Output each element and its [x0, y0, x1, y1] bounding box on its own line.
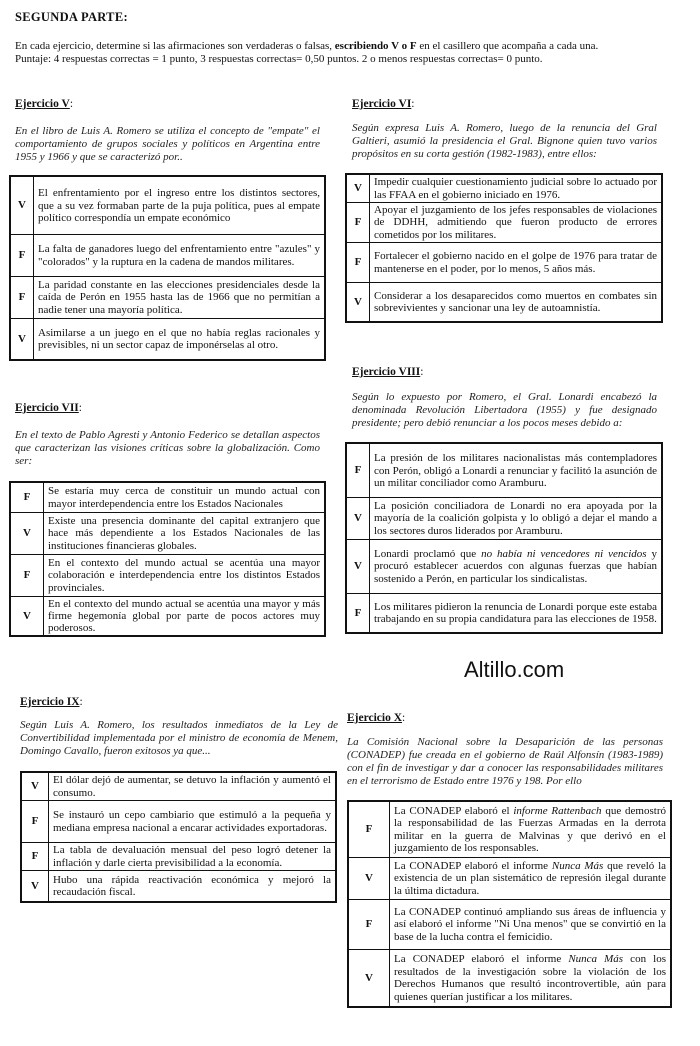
- statement-cell: [370, 593, 663, 633]
- table-row: [346, 539, 662, 593]
- statement-cell: [390, 801, 672, 857]
- table-row: [346, 242, 662, 282]
- table-row: [348, 857, 671, 899]
- statement-text: La CONADEP elaboró el informe: [394, 953, 569, 966]
- statement-text: La CONADEP continuó ampliando sus áreas de influencia y así elaboró el informe "Ni Una menos" que se convirtió en la base de la lucha contra el femicidio.: [394, 905, 666, 943]
- statement-text: La presión de los militares nacionalistas más contempladores con Perón, obligó a Lonardi a renunciar y facilitó la asunción de un militar conciliador como Aramburu.: [374, 452, 657, 489]
- exercise-vii: [9, 401, 326, 637]
- statement-text: Apoyar el juzgamiento de los jefes responsables de violaciones de DDHH, admitiendo que fueron producto de errores cometidos por los militares.: [374, 203, 657, 241]
- statement-cell: [34, 234, 326, 276]
- answer-table-vi: [345, 173, 663, 323]
- table-row: [10, 596, 325, 636]
- statement-text: La posición conciliadora de Lonardi no era apoyada por la mayoría de la coalición golpista y lo obligó a dejar el mando a los sectores duros liderados por Aramburu.: [374, 499, 657, 537]
- table-row: [10, 276, 325, 318]
- exercise-intro-ix: Según Luis A. Romero, los resultados inmediatos de la Ley de Convertibilidad implementada por el ministro de economía de Menem, Domingo Cavallo, fueron exitosos ya que...: [20, 719, 338, 757]
- heading-colon: :: [69, 98, 74, 110]
- statement-text: Se estaría muy cerca de constituir un mundo actual con mayor interdependencia entre los Estados Nacionales: [48, 485, 320, 510]
- answer-cell[interactable]: V: [348, 949, 390, 1007]
- exercise-heading-viii: [352, 365, 663, 379]
- exercise-heading-v: [15, 97, 326, 111]
- statement-text: El dólar dejó de aumentar, se detuvo la inflación y aumentó el consumo.: [53, 774, 331, 799]
- heading-colon: :: [79, 696, 83, 708]
- table-row: [348, 899, 671, 949]
- statement-cell: [44, 482, 326, 512]
- statement-text: La tabla de devaluación mensual del peso logró detener la inflación y darle cierta previsibilidad a la economía.: [53, 844, 331, 869]
- answer-cell[interactable]: V: [21, 772, 49, 800]
- table-row: [10, 318, 325, 360]
- statement-text: Impedir cualquier cuestionamiento judicial sobre lo actuado por las FFAA en el gobierno iniciado en 1976.: [374, 176, 657, 201]
- exercise-x: [347, 711, 672, 1008]
- statement-cell: [390, 949, 672, 1007]
- table-row: [21, 870, 336, 902]
- scoring-text: Puntaje: 4 respuestas correctas = 1 punto, 3 respuestas correctas= 0,50 puntos. 2 o menos respuestas correctas= 0 punto.: [15, 53, 543, 65]
- statement-cell: [390, 899, 672, 949]
- exercise-heading-text: Ejercicio IX: [20, 696, 80, 708]
- table-row: [21, 842, 336, 870]
- table-row: [10, 512, 325, 554]
- instructions-text: En cada ejercicio, determine si las afirmaciones son verdaderas o falsas,: [15, 40, 335, 52]
- heading-colon: :: [402, 712, 406, 724]
- exercise-intro-x: La Comisión Nacional sobre la Desaparición de las personas (CONADEP) fue creada en el gobierno de Raúl Alfonsín (1983-1989) con el fin de investigar y dar a conocer las responsabilidades militares en el terrorismo de Estado entre 1976 y 198. Por ello: [347, 736, 663, 787]
- statement-text: La CONADEP elaboró el: [394, 804, 514, 817]
- exercise-v: [9, 97, 326, 361]
- heading-colon: :: [411, 98, 415, 110]
- answer-cell[interactable]: V: [348, 857, 390, 899]
- instructions-text-end: en el casillero que acompaña a cada una.: [416, 40, 599, 52]
- answer-table-v: [9, 175, 326, 361]
- answer-cell[interactable]: V: [346, 282, 370, 322]
- answer-cell[interactable]: F: [10, 234, 34, 276]
- answer-table-ix: [20, 771, 337, 903]
- answer-cell[interactable]: V: [346, 539, 370, 593]
- statement-cell: [390, 857, 672, 899]
- section-title: SEGUNDA PARTE:: [15, 10, 128, 24]
- statement-text: La paridad constante en las elecciones presidenciales desde la caída de Perón en 1955 hasta las de 1966 que no permitían a nadie tener una mayoría política.: [38, 278, 320, 316]
- answer-cell[interactable]: F: [348, 801, 390, 857]
- table-row: [346, 497, 662, 539]
- statement-text: El enfrentamiento por el ingreso entre los distintos sectores, que a su vez formaban parte de la puja política, pues al empate político correspondía un empate económico: [38, 187, 320, 224]
- table-row: [346, 593, 662, 633]
- watermark: Altillo.com: [464, 657, 565, 682]
- answer-cell[interactable]: V: [21, 870, 49, 902]
- answer-cell[interactable]: F: [21, 800, 49, 842]
- statement-text: Se instauró un cepo cambiario que estimuló a la pequeña y mediana empresa nacional a encarar actividades exportadoras.: [53, 809, 331, 834]
- heading-colon: :: [78, 402, 82, 414]
- exercise-intro-vi: Según expresa Luis A. Romero, luego de la renuncia del Gral Galtieri, asumió la presidencia el Gral. Bignone quien tuvo varios propósitos en su corta gestión (1982-1983), entre ellos:: [352, 122, 657, 160]
- statement-cell: [34, 276, 326, 318]
- statement-text: En el contexto del mundo actual se acentúa una mayor colaboración e interdependencia entre los distintos Estados provinciales.: [48, 556, 320, 594]
- table-row: [346, 202, 662, 242]
- statement-text: y procuró establecer acuerdos con algunas fuerzas que habían sostenido a Perón, en particular los sindicalistas.: [374, 547, 658, 585]
- answer-cell[interactable]: V: [10, 596, 44, 636]
- statement-cell: [49, 800, 337, 842]
- answer-cell[interactable]: F: [10, 482, 44, 512]
- statement-cell: [49, 772, 337, 800]
- statement-cell: [34, 176, 326, 234]
- answer-cell[interactable]: V: [10, 318, 34, 360]
- answer-cell[interactable]: F: [346, 593, 370, 633]
- answer-cell[interactable]: V: [346, 497, 370, 539]
- statement-text: Asimilarse a un juego en el que no había reglas racionales y previsibles, ni un sector capaz de imponérselas al otro.: [38, 326, 320, 352]
- answer-table-x: [347, 800, 672, 1008]
- exercise-ix: [20, 695, 337, 903]
- table-row: [346, 282, 662, 322]
- statement-cell: [34, 318, 326, 360]
- instructions-emphasis: escribiendo V o F: [334, 40, 417, 52]
- exercise-vi: [345, 97, 663, 323]
- exercise-heading-x: [347, 711, 672, 725]
- statement-text: con los resultados de la investigación sobre la violación de los Derechos Humanos que resultó incontrovertible, aún para quienes querían justificar a los militares.: [394, 953, 666, 1003]
- table-row: [21, 800, 336, 842]
- exercise-intro-vii: En el texto de Pablo Agresti y Antonio Federico se detallan aspectos que caracterizan las visiones críticas sobre la globalización. Como ser:: [15, 429, 320, 467]
- table-row: [346, 174, 662, 202]
- statement-cell: [370, 497, 663, 539]
- statement-text: que demostró la responsabilidad de las Fuerzas Armadas en la derrota militar en la guerra de Malvinas y que derivó en el juzgamiento de los responsables.: [394, 804, 666, 855]
- exercise-heading-text: Ejercicio X: [347, 712, 403, 724]
- table-row: [10, 234, 325, 276]
- table-row: [10, 482, 325, 512]
- statement-cell: [44, 554, 326, 596]
- exercise-heading-vi: [352, 97, 663, 111]
- table-row: [348, 949, 671, 1007]
- table-row: [10, 176, 325, 234]
- answer-cell[interactable]: V: [10, 512, 44, 554]
- table-row: [21, 772, 336, 800]
- exercise-heading-ix: [20, 695, 337, 709]
- answer-cell[interactable]: F: [348, 899, 390, 949]
- statement-cell: [370, 242, 663, 282]
- answer-cell[interactable]: F: [21, 842, 49, 870]
- statement-cell: [44, 512, 326, 554]
- answer-cell[interactable]: V: [10, 176, 34, 234]
- answer-cell[interactable]: F: [346, 443, 370, 497]
- answer-cell[interactable]: F: [346, 202, 370, 242]
- statement-cell: [44, 596, 326, 636]
- statement-cell: [370, 202, 663, 242]
- statement-text: Considerar a los desaparecidos como muertos en combates sin sobrevivientes y sancionar una ley de autoamnistía.: [374, 289, 657, 315]
- exercise-intro-viii: Según lo expuesto por Romero, el Gral. Lonardi encabezó la denominada Revolución Libertadora (1955) y fue designado presidente; pero debió renunciar a los pocos meses debido a:: [352, 391, 657, 429]
- instructions: [15, 40, 615, 66]
- answer-cell[interactable]: F: [10, 276, 34, 318]
- statement-cell: [370, 282, 663, 322]
- statement-text: Fortalecer el gobierno nacido en el golpe de 1976 para tratar de mantenerse en el poder, por lo menos, 5 años más.: [374, 250, 657, 275]
- statement-text: Existe una presencia dominante del capital extranjero que hace más dependiente a los Estados Nacionales de las instituciones financieras globales.: [48, 514, 320, 552]
- answer-cell[interactable]: V: [346, 174, 370, 202]
- answer-table-vii: [9, 481, 326, 637]
- statement-text: La falta de ganadores luego del enfrentamiento entre "azules" y "colorados" y la ruptura en la cadena de mandos militares.: [38, 243, 320, 268]
- heading-colon: :: [420, 366, 424, 378]
- exercise-heading-text: Ejercicio VI: [352, 98, 412, 110]
- statement-italic-text: no había ni vencedores ni vencidos: [481, 547, 647, 560]
- table-row: [10, 554, 325, 596]
- statement-text: La CONADEP elaboró el informe: [394, 859, 552, 872]
- exercise-heading-text: Ejercicio VII: [15, 402, 79, 414]
- statement-cell: [49, 842, 337, 870]
- exercise-intro-v: En el libro de Luis A. Romero se utiliza el concepto de "empate" el comportamiento de grupos sociales y políticos en Argentina entre 1955 y 1966 y que se caracterizó por..: [15, 125, 320, 163]
- answer-table-viii: [345, 442, 663, 634]
- exercise-heading-text: Ejercicio V: [15, 98, 70, 110]
- answer-cell[interactable]: F: [346, 242, 370, 282]
- statement-italic-text: Nunca Más: [568, 953, 624, 966]
- table-row: [346, 443, 662, 497]
- statement-text: que reveló la existencia de un plan sistemático de represión ilegal durante la última dictadura.: [394, 859, 667, 897]
- statement-cell: [370, 539, 663, 593]
- statement-italic-text: informe Rattenbach: [513, 804, 602, 817]
- statement-cell: [370, 443, 663, 497]
- exercise-heading-vii: [15, 401, 326, 415]
- statement-text: Lonardi proclamó que: [374, 547, 482, 560]
- statement-text: Los militares pidieron la renuncia de Lonardi porque este estaba trabajando en su propia candidatura para las elecciones de 1958.: [374, 600, 657, 626]
- statement-text: En el contexto del mundo actual se acentúa una mayor y más firme hegemonía global por parte de pocos actores muy poderosos.: [48, 597, 320, 635]
- answer-cell[interactable]: F: [10, 554, 44, 596]
- table-row: [348, 801, 671, 857]
- statement-cell: [370, 174, 663, 202]
- statement-text: Hubo una rápida reactivación económica y mejoró la recaudación fiscal.: [53, 873, 331, 899]
- statement-cell: [49, 870, 337, 902]
- statement-italic-text: Nunca Más: [551, 859, 604, 872]
- exercise-viii: [345, 365, 663, 634]
- exercise-heading-text: Ejercicio VIII: [352, 366, 421, 378]
